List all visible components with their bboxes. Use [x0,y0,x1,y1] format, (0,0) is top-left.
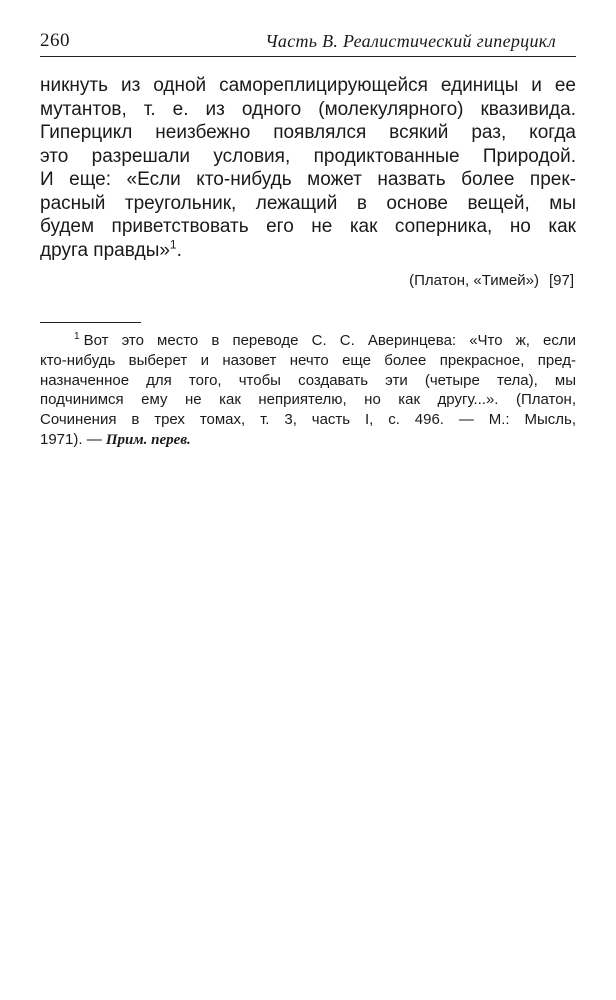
footnote-line-first [40,331,576,351]
footnote-line: подчинимся ему не как неприятелю, но как другу...». (Платон, [40,391,576,409]
footnote-line: назначенное для того, чтобы создавать эти (четыре тела), мы [40,371,576,389]
translator-note-tag: Прим. перев. [105,431,191,448]
citation-source: (Платон, «Тимей») [409,272,539,289]
text-line: Гиперцикл неизбежно появлялся всякий раз, когда [40,122,576,143]
running-header [40,30,576,57]
footnote-line-last [40,430,576,451]
text-line: И еще: «Если кто-нибудь может назвать более прек- [40,169,576,190]
text-line-last [40,239,576,263]
text-line-content: друга правды» [40,239,170,261]
text-line: мутантов, т. е. из одного (молекулярного) квазивида. [40,98,576,120]
footnote-line-content: 1971). — [40,430,102,448]
text-line: никнуть из одной самореплицирующейся единицы и ее [40,75,576,96]
period: . [176,239,182,261]
text-line: расный треугольник, лежащий в основе вещей, мы [40,192,576,214]
footnote-divider [40,322,141,323]
chapter-title: Часть В. Реалистический гиперцикл [265,31,556,51]
footnote-line-content: Вот это место в переводе С. С. Аверинцева: «Что ж, если [83,332,576,349]
main-text [40,74,576,262]
footnote-line: Сочинения в трех томах, т. 3, часть I, с. 496. — М.: Мысль, [40,411,576,429]
text-line: это разрешали условия, продиктованные Природой. [40,145,576,167]
footnote-marker: 1 [169,237,177,252]
footnote-number: 1 [74,331,80,342]
citation-reference: [97] [548,272,574,289]
text-line: будем приветствовать его не как соперника, но как [40,216,576,237]
footnote [40,331,576,451]
citation [409,272,574,289]
footnote-line: кто-нибудь выберет и назовет нечто еще более прекрасное, пред- [40,351,576,369]
page-number: 260 [40,30,70,51]
